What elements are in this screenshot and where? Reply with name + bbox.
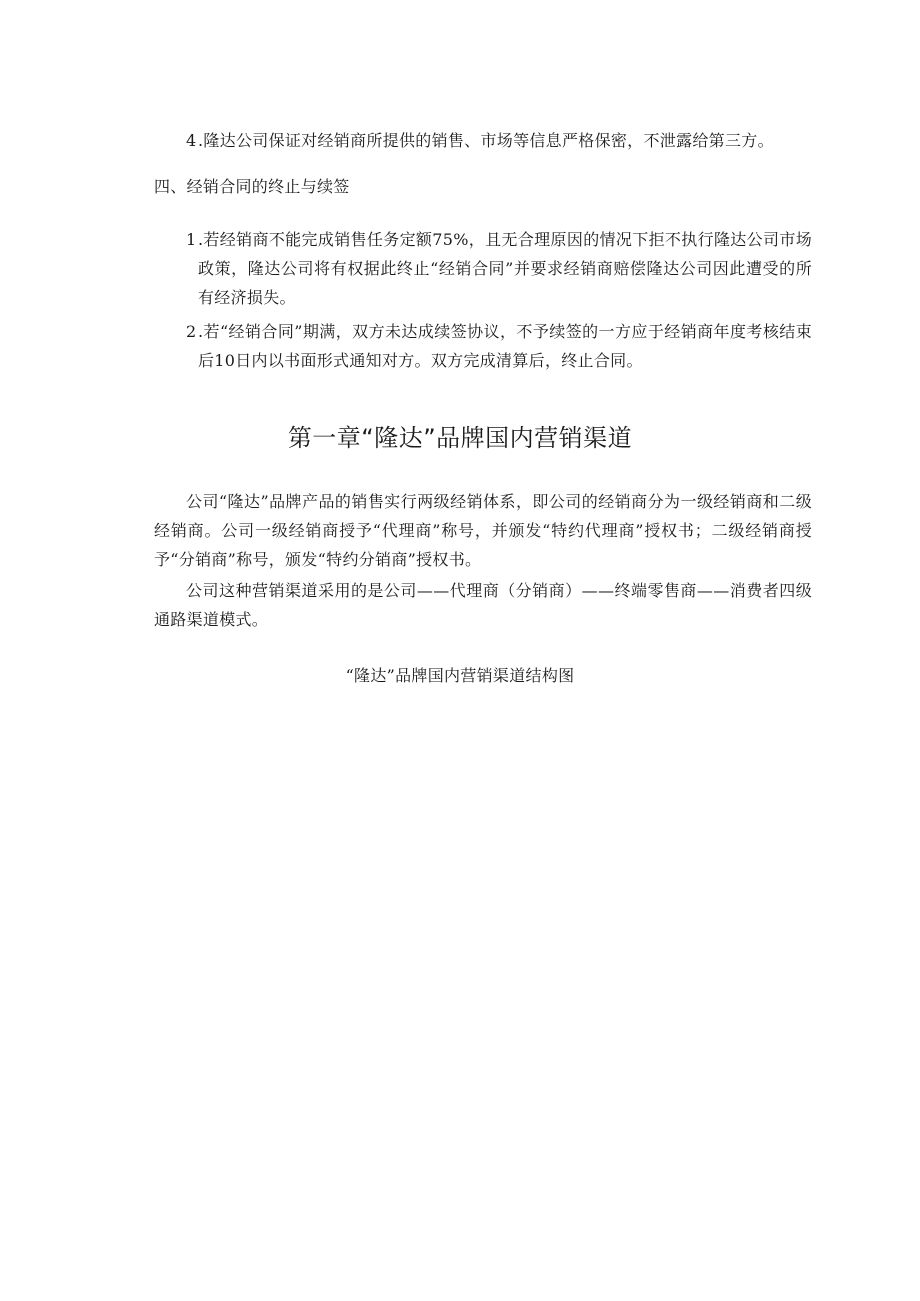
section4-item-1	[186, 225, 812, 312]
item-text: .隆达公司保证对经销商所提供的销售、市场等信息严格保密，不泄露给第三方。	[198, 131, 774, 150]
section3-item-4	[186, 126, 812, 155]
item-number: 4	[186, 131, 197, 150]
chapter-title: 第一章“隆达”品牌国内营销渠道	[287, 424, 633, 452]
body-paragraph: 公司这种营销渠道采用的是公司——代理商（分销商）——终端零售商——消费者四级通路渠道模式。	[154, 581, 812, 629]
section4-item-2	[186, 317, 812, 375]
body-paragraph: 公司“隆达”品牌产品的销售实行两级经销体系，即公司的经销商分为一级经销商和二级经销商。公司一级经销商授予“代理商”称号，并颁发“特约代理商”授权书；二级经销商授予“分销商”称号，颁发“特约分销商”授权书。	[154, 492, 812, 569]
item-number: 2	[186, 322, 197, 341]
figure-caption: “隆达”品牌国内营销渠道结构图	[345, 666, 575, 685]
item-text: .若经销商不能完成销售任务定额75%，且无合理原因的情况下拒不执行隆达公司市场政策，隆达公司将有权据此终止“经销合同”并要求经销商赔偿隆达公司因此遭受的所有经济损失。	[198, 230, 812, 307]
item-text: .若“经销合同”期满，双方未达成续签协议，不予续签的一方应于经销商年度考核结束后10日内以书面形式通知对方。双方完成清算后，终止合同。	[198, 322, 812, 370]
section-heading: 四、经销合同的终止与续签	[154, 177, 350, 196]
item-number: 1	[186, 230, 197, 249]
